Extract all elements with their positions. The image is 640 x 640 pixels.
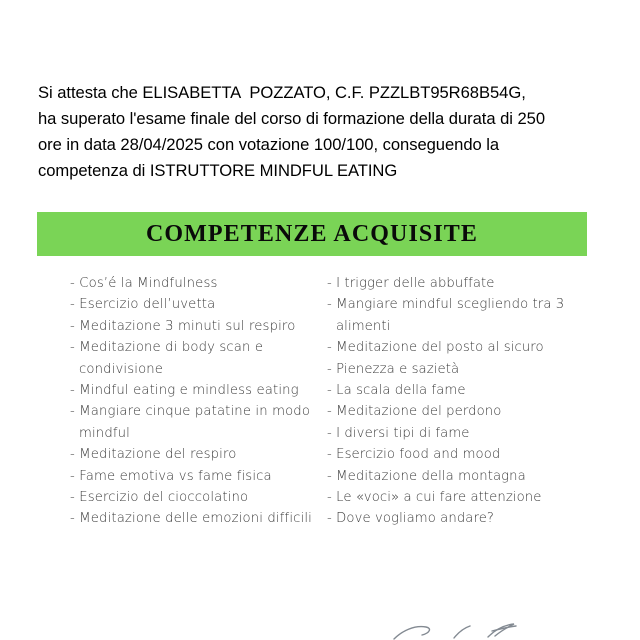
list-item: - Meditazione del respiro — [70, 447, 237, 463]
list-item: - I trigger delle abbuffate — [327, 276, 495, 291]
list-item: - Meditazione della montagna — [327, 468, 526, 484]
list-item: - La scala della fame — [327, 383, 466, 399]
list-item: - Meditazione del perdono — [327, 404, 502, 420]
signature-mark — [392, 620, 572, 640]
list-item: - Meditazione delle emozioni difficili — [70, 511, 312, 527]
list-item: - Cos’é la Mindfulness — [70, 276, 218, 291]
list-item: - Meditazione del posto al sicuro — [327, 340, 544, 356]
competencies-left-column — [70, 273, 320, 530]
list-item: - Mangiare mindful scegliendo tra 3 alimenti — [327, 297, 565, 334]
attestation-line: ore in data 28/04/2025 con votazione 100/100, conseguendo la — [38, 135, 500, 154]
attestation-line: competenza di ISTRUTTORE MINDFUL EATING — [38, 161, 398, 180]
list-item: - Dove vogliamo andare? — [327, 511, 495, 527]
list-item: - Esercizio dell’uvetta — [70, 297, 216, 313]
list-item: - Esercizio food and mood — [327, 447, 501, 463]
list-item: - Meditazione di body scan e condivisione — [70, 340, 264, 377]
list-item: - Meditazione 3 minuti sul respiro — [70, 318, 296, 334]
attestation-line: ha superato l'esame finale del corso di formazione della durata di 250 — [38, 109, 546, 128]
list-item: - Pienezza e sazietà — [327, 361, 460, 377]
attestation-line: Si attesta che ELISABETTA POZZATO, C.F. PZZLBT95R68B54G, — [38, 83, 526, 102]
competenze-acquisite-banner — [37, 212, 587, 256]
banner-title: COMPETENZE ACQUISITE — [145, 220, 479, 247]
list-item: - Le «voci» a cui fare attenzione — [327, 490, 542, 506]
list-item: - Esercizio del cioccolatino — [70, 490, 249, 506]
list-item: - Mangiare cinque patatine in modo mindful — [70, 404, 311, 441]
list-item: - Mindful eating e mindless eating — [70, 383, 299, 399]
attestation-paragraph — [38, 80, 598, 184]
list-item: - I diversi tipi di fame — [327, 425, 470, 441]
competencies-right-column — [327, 273, 572, 530]
list-item: - Fame emotiva vs fame fisica — [70, 468, 272, 484]
